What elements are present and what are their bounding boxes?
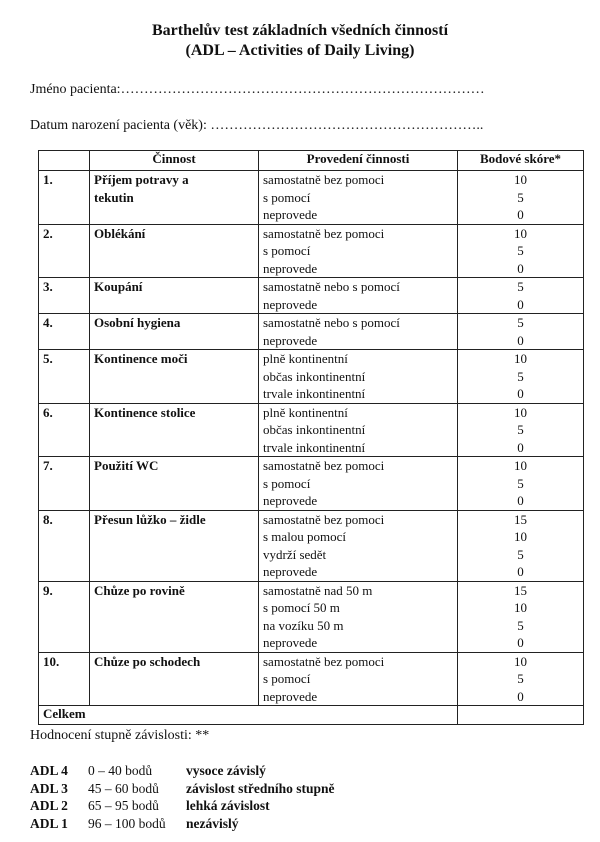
legend-level: ADL 3	[30, 780, 68, 796]
performance-option: samostatně bez pomoci	[263, 458, 385, 473]
activity-name: Přesun lůžko – židle	[94, 511, 206, 527]
header-performance: Provedení činnosti	[259, 151, 458, 171]
score-cell	[458, 171, 584, 225]
activity-name: Osobní hygiena	[94, 315, 181, 330]
performance-option: plně kontinentní	[263, 404, 348, 420]
legend-range: 45 – 60 bodů	[88, 780, 159, 796]
score-value: 5	[517, 422, 524, 437]
legend-description: nezávislý	[186, 815, 239, 831]
row-number	[39, 510, 90, 581]
activity-cell	[90, 314, 259, 350]
row-number	[39, 278, 90, 314]
row-number-text: 9.	[43, 582, 53, 598]
activity-name: Příjem potravy a	[94, 172, 189, 187]
score-value: 5	[517, 243, 524, 258]
row-number-text: 10.	[43, 653, 60, 669]
table-body	[39, 171, 584, 706]
score-cell	[458, 652, 584, 706]
row-number	[39, 171, 90, 225]
row-number	[39, 581, 90, 652]
table-row	[39, 278, 584, 314]
legend-row	[30, 815, 335, 833]
table-row	[39, 224, 584, 278]
score-value: 0	[517, 439, 524, 455]
legend-level: ADL 4	[30, 763, 68, 778]
performance-option: neprovede	[263, 635, 318, 650]
patient-name-field[interactable]: Jméno pacienta:……………………………………………………………………	[30, 82, 485, 97]
table-row	[39, 652, 584, 706]
score-value: 5	[517, 189, 524, 205]
score-value: 0	[517, 635, 524, 650]
legend-range: 0 – 40 bodů	[88, 763, 153, 778]
score-cell	[458, 510, 584, 581]
performance-cell	[259, 457, 458, 511]
score-cell	[458, 457, 584, 511]
performance-option: plně kontinentní	[263, 351, 348, 366]
legend-heading: Hodnocení stupně závislosti: **	[30, 728, 210, 743]
activity-name: Chůze po schodech	[94, 653, 201, 669]
performance-option: s pomocí	[263, 475, 311, 491]
score-value: 0	[517, 688, 524, 704]
activity-cell	[90, 278, 259, 314]
score-value: 10	[514, 600, 527, 615]
row-number	[39, 350, 90, 404]
table-row	[39, 403, 584, 457]
performance-option: samostatně bez pomoci	[263, 172, 385, 187]
performance-option: neprovede	[263, 493, 318, 508]
score-value: 5	[517, 315, 524, 330]
legend-range: 96 – 100 bodů	[88, 815, 166, 831]
score-cell	[458, 314, 584, 350]
activity-cell	[90, 224, 259, 278]
activity-cell	[90, 403, 259, 457]
activity-name: Koupání	[94, 279, 143, 294]
performance-option: na vozíku 50 m	[263, 617, 344, 633]
score-value: 5	[517, 368, 524, 384]
performance-option: samostatně bez pomoci	[263, 511, 385, 527]
row-number-text: 7.	[43, 458, 53, 473]
performance-option: neprovede	[263, 207, 318, 222]
row-number-text: 2.	[43, 225, 53, 241]
score-value: 10	[514, 653, 527, 669]
performance-cell	[259, 350, 458, 404]
header-number	[39, 151, 90, 171]
score-value: 0	[517, 386, 524, 401]
score-cell	[458, 278, 584, 314]
score-value: 5	[517, 546, 524, 562]
row-number	[39, 314, 90, 350]
table-header-row	[39, 151, 584, 171]
performance-cell	[259, 510, 458, 581]
activity-cell	[90, 171, 259, 225]
performance-cell	[259, 581, 458, 652]
legend-description: vysoce závislý	[186, 763, 266, 778]
activity-name: Použití WC	[94, 458, 159, 473]
performance-option: neprovede	[263, 688, 318, 704]
score-value: 0	[517, 296, 524, 312]
performance-option: s pomocí	[263, 671, 311, 686]
score-value: 15	[514, 511, 527, 527]
performance-cell	[259, 652, 458, 706]
performance-option: samostatně nebo s pomocí	[263, 315, 400, 330]
legend-range: 65 – 95 bodů	[88, 798, 159, 813]
performance-option: neprovede	[263, 564, 318, 579]
performance-option: samostatně bez pomoci	[263, 653, 385, 669]
legend-level: ADL 2	[30, 798, 68, 813]
legend-level: ADL 1	[30, 815, 68, 831]
row-number-text: 6.	[43, 404, 53, 420]
total-label: Celkem	[39, 706, 458, 725]
total-row	[39, 706, 584, 725]
row-number-text: 1.	[43, 172, 53, 187]
performance-option: neprovede	[263, 296, 318, 312]
performance-option: s pomocí	[263, 189, 311, 205]
table-row	[39, 581, 584, 652]
performance-option: trvale inkontinentní	[263, 386, 366, 401]
dependency-legend	[30, 762, 335, 832]
score-value: 15	[514, 582, 527, 598]
row-number-text: 5.	[43, 351, 53, 366]
score-value: 0	[517, 207, 524, 222]
legend-row	[30, 780, 335, 798]
score-cell	[458, 403, 584, 457]
performance-option: samostatně bez pomoci	[263, 225, 385, 241]
activity-name: Kontinence stolice	[94, 404, 196, 420]
performance-option: s pomocí	[263, 243, 311, 258]
document-subtitle: (ADL – Activities of Daily Living)	[185, 42, 415, 59]
row-number	[39, 403, 90, 457]
score-value: 10	[514, 404, 527, 420]
performance-cell	[259, 224, 458, 278]
table-row	[39, 350, 584, 404]
table-row	[39, 510, 584, 581]
table-row	[39, 457, 584, 511]
legend-description: lehká závislost	[186, 798, 270, 813]
row-number	[39, 224, 90, 278]
score-value: 0	[517, 564, 524, 579]
total-score-cell[interactable]	[458, 706, 584, 725]
performance-option: s malou pomocí	[263, 529, 347, 544]
performance-option: s pomocí 50 m	[263, 600, 340, 615]
score-value: 0	[517, 332, 524, 348]
row-number	[39, 652, 90, 706]
score-value: 0	[517, 493, 524, 508]
row-number-text: 3.	[43, 279, 53, 294]
performance-option: neprovede	[263, 332, 318, 348]
score-value: 10	[514, 172, 527, 187]
activity-cell	[90, 581, 259, 652]
activity-cell	[90, 457, 259, 511]
row-number	[39, 457, 90, 511]
score-value: 10	[514, 225, 527, 241]
performance-option: samostatně nad 50 m	[263, 582, 373, 598]
birth-date-field[interactable]: Datum narození pacienta (věk): …………………………………………………..	[30, 118, 484, 133]
performance-option: občas inkontinentní	[263, 368, 366, 384]
performance-cell	[259, 403, 458, 457]
table-row	[39, 314, 584, 350]
activity-name: Kontinence moči	[94, 351, 188, 366]
performance-cell	[259, 278, 458, 314]
row-number-text: 4.	[43, 315, 53, 330]
activity-name: Chůze po rovině	[94, 582, 185, 598]
row-number-text: 8.	[43, 511, 53, 527]
activity-cell	[90, 350, 259, 404]
activity-name: Oblékání	[94, 225, 146, 241]
header-activity: Činnost	[90, 151, 259, 171]
activity-cell	[90, 652, 259, 706]
performance-cell	[259, 171, 458, 225]
document-title: Barthelův test základních všedních činností	[151, 22, 449, 39]
score-value: 10	[514, 351, 527, 366]
legend-description: závislost středního stupně	[186, 780, 335, 796]
header-score: Bodové skóre*	[458, 151, 584, 171]
score-value: 0	[517, 260, 524, 276]
performance-cell	[259, 314, 458, 350]
score-value: 5	[517, 617, 524, 633]
table-row	[39, 171, 584, 225]
performance-option: trvale inkontinentní	[263, 439, 366, 455]
score-cell	[458, 581, 584, 652]
score-value: 10	[514, 529, 527, 544]
score-cell	[458, 224, 584, 278]
score-cell	[458, 350, 584, 404]
activity-name: tekutin	[94, 189, 134, 205]
performance-option: samostatně nebo s pomocí	[263, 279, 400, 294]
performance-option: občas inkontinentní	[263, 422, 366, 437]
performance-option: vydrží sedět	[263, 546, 327, 562]
performance-option: neprovede	[263, 260, 318, 276]
score-value: 5	[517, 279, 524, 294]
activity-cell	[90, 510, 259, 581]
score-value: 5	[517, 475, 524, 491]
legend-row	[30, 797, 335, 815]
score-value: 5	[517, 671, 524, 686]
legend-row	[30, 762, 335, 780]
adl-table	[38, 150, 584, 725]
score-value: 10	[514, 458, 527, 473]
